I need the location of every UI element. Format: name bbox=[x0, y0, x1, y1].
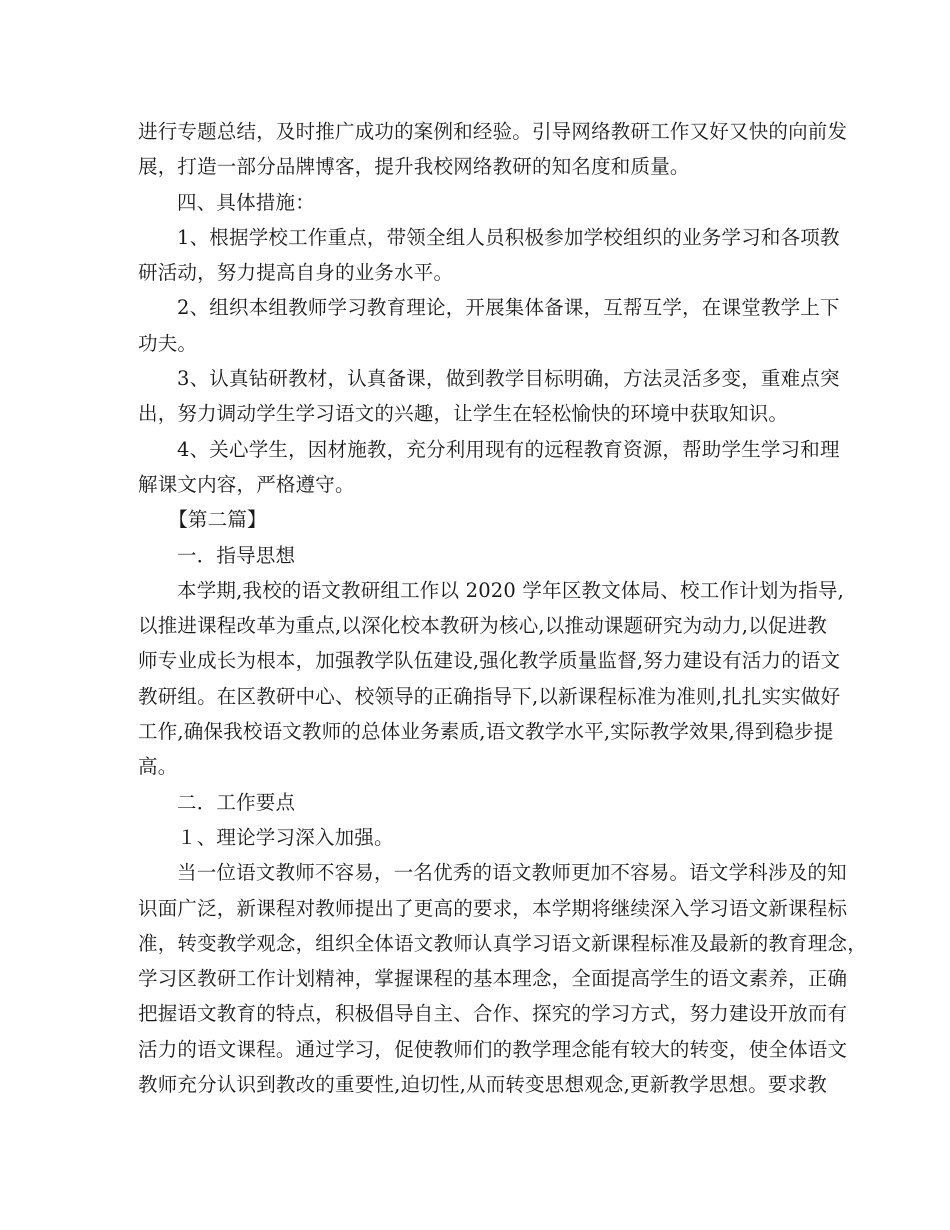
text-line: 以推进课程改革为重点,以深化校本教研为核心,以推动课题研究为动力,以促进教 bbox=[138, 614, 827, 638]
text-line: 当一位语文教师不容易，一名优秀的语文教师更加不容易。语文学科涉及的知 bbox=[177, 861, 847, 885]
text-line: 研活动，努力提高自身的业务水平。 bbox=[138, 261, 454, 285]
text-line: 准，转变教学观念，组织全体语文教师认真学习语文新课程标准及最新的教育理念， bbox=[138, 931, 867, 955]
text-line: 把握语文教育的特点，积极倡导自主、合作、探究的学习方式，努力建设开放而有 bbox=[138, 1002, 848, 1026]
text-line: 工作,确保我校语文教师的总体业务素质,语文教学水平,实际教学效果,得到稳步提 bbox=[138, 720, 834, 744]
text-line: 3、认真钻研教材，认真备课，做到教学目标明确，方法灵活多变，重难点突 bbox=[177, 367, 840, 391]
text-line: 教研组。在区教研中心、校领导的正确指导下,以新课程标准为准则,扎扎实实做好 bbox=[138, 684, 841, 708]
text-line: 四、具体措施： bbox=[177, 190, 315, 214]
text-line: 教师充分认识到教改的重要性,迫切性,从而转变思想观念,更新教学思想。要求教 bbox=[138, 1073, 827, 1097]
text-line: 高。 bbox=[138, 755, 178, 779]
heading-work-points bbox=[138, 785, 818, 820]
text-line: 学习区教研工作计划精神，掌握课程的基本理念，全面提高学生的语文素养，正确 bbox=[138, 967, 848, 991]
text-line: １、理论学习深入加强。 bbox=[177, 825, 394, 849]
text-line: 4、关心学生，因材施教，充分利用现有的远程教育资源，帮助学生学习和理 bbox=[177, 437, 840, 461]
paragraph-theory-study bbox=[138, 855, 867, 1102]
heading-guiding-thought bbox=[138, 538, 818, 573]
text-line: 1、根据学校工作重点，带领全组人员积极参加学校组织的业务学习和各项教 bbox=[177, 225, 840, 249]
paragraph-guiding-thought bbox=[138, 573, 845, 785]
text-line: 师专业成长为根本，加强教学队伍建设,强化教学质量监督,努力建设有活力的语文 bbox=[138, 649, 841, 673]
text-line: 二．工作要点 bbox=[177, 790, 296, 814]
paragraph-measure-4 bbox=[138, 432, 840, 503]
text-line: 功夫。 bbox=[138, 331, 198, 355]
part-two-title bbox=[138, 502, 818, 537]
paragraph-measure-2 bbox=[138, 290, 840, 361]
text-line: 解课文内容，严格遵守。 bbox=[138, 472, 355, 496]
section-heading-specific-measures bbox=[138, 185, 818, 220]
text-line: 本学期,我校的语文教研组工作以 2020 学年区教文体局、校工作计划为指导, bbox=[177, 578, 845, 602]
text-line: 识面广泛，新课程对教师提出了更高的要求，本学期将继续深入学习语文新课程标 bbox=[138, 896, 848, 920]
text-line: 【第二篇】 bbox=[168, 508, 267, 532]
document-body bbox=[138, 114, 867, 1102]
text-line: 进行专题总结，及时推广成功的案例和经验。引导网络教研工作又好又快的向前发 bbox=[138, 120, 848, 143]
text-line: 出，努力调动学生学习语文的兴趣，让学生在轻松愉快的环境中获取知识。 bbox=[138, 402, 789, 426]
heading-theory-study bbox=[138, 820, 818, 855]
paragraph-measure-3 bbox=[138, 361, 840, 432]
paragraph-intro-continuation bbox=[138, 114, 848, 185]
text-line: 活力的语文课程。通过学习，促使教师们的教学理念能有较大的转变，使全体语文 bbox=[138, 1037, 848, 1061]
text-line: 2、组织本组教师学习教育理论，开展集体备课，互帮互学，在课堂教学上下 bbox=[177, 296, 840, 320]
text-line: 一．指导思想 bbox=[177, 543, 296, 567]
paragraph-measure-1 bbox=[138, 220, 840, 291]
text-line: 展，打造一部分品牌博客，提升我校网络教研的知名度和质量。 bbox=[138, 155, 690, 179]
